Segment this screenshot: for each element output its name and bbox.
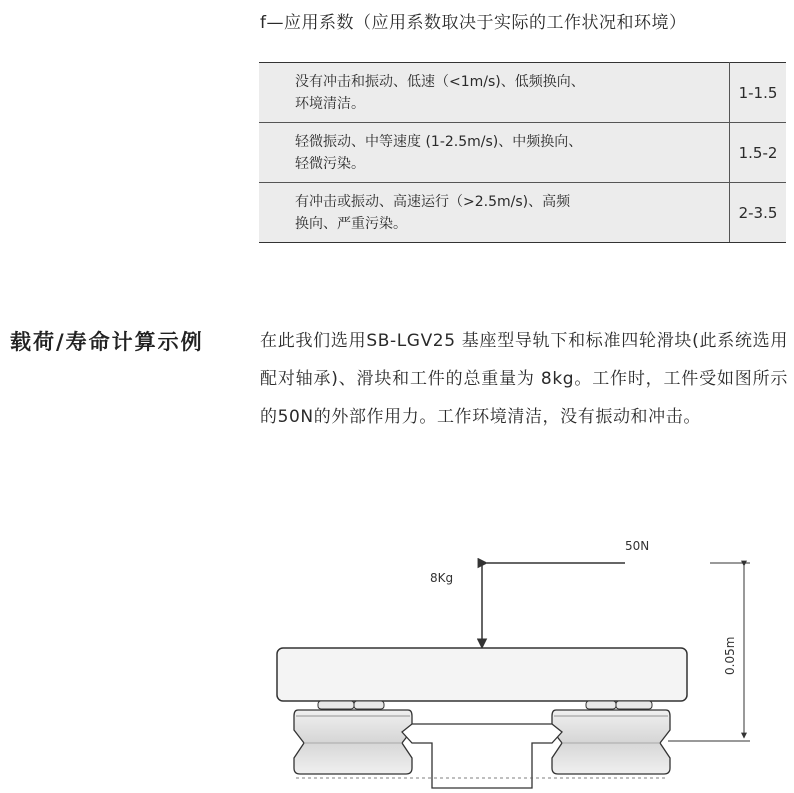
coefficient-value: 2-3.5	[730, 183, 787, 243]
condition-line: 有冲击或振动、高速运行（>2.5m/s)、高频	[295, 193, 571, 210]
load-diagram	[0, 530, 794, 793]
condition-cell	[259, 183, 730, 243]
coefficient-value: 1.5-2	[730, 123, 787, 183]
table-row	[259, 63, 786, 123]
left-nuts	[318, 701, 384, 709]
right-nuts	[586, 701, 652, 709]
condition-line: 环境清洁。	[295, 95, 365, 112]
table-row	[259, 183, 786, 243]
condition-line: 轻微振动、中等速度 (1-2.5m/s)、中频换向、	[295, 133, 583, 150]
condition-cell	[259, 123, 730, 183]
condition-cell	[259, 63, 730, 123]
left-wheel	[294, 710, 412, 774]
condition-line: 没有冲击和振动、低速（<1m/s)、低频换向、	[295, 73, 585, 90]
weight-label: 8Kg	[430, 571, 454, 585]
coefficient-note: f—应用系数（应用系数取决于实际的工作状况和环境）	[260, 13, 687, 33]
section-title: 载荷/寿命计算示例	[10, 330, 204, 354]
application-coefficient-table	[259, 62, 786, 243]
force-label: 50N	[625, 539, 650, 553]
section-body: 在此我们选用SB-LGV25 基座型导轨下和标准四轮滑块(此系统选用配对轴承)、滑块和工件的总重量为 8kg。工作时，工件受如图所示的50N的外部作用力。工作环境清洁，没有振动和冲击。	[260, 331, 788, 427]
force-origin-point	[480, 561, 484, 565]
right-wheel	[552, 710, 670, 774]
condition-line: 轻微污染。	[295, 155, 365, 172]
carriage-plate	[277, 648, 687, 701]
coefficient-value: 1-1.5	[730, 63, 787, 123]
height-label: 0.05m	[723, 636, 737, 675]
condition-line: 换向、严重污染。	[295, 215, 407, 232]
table-row	[259, 123, 786, 183]
guide-rail	[402, 724, 562, 788]
